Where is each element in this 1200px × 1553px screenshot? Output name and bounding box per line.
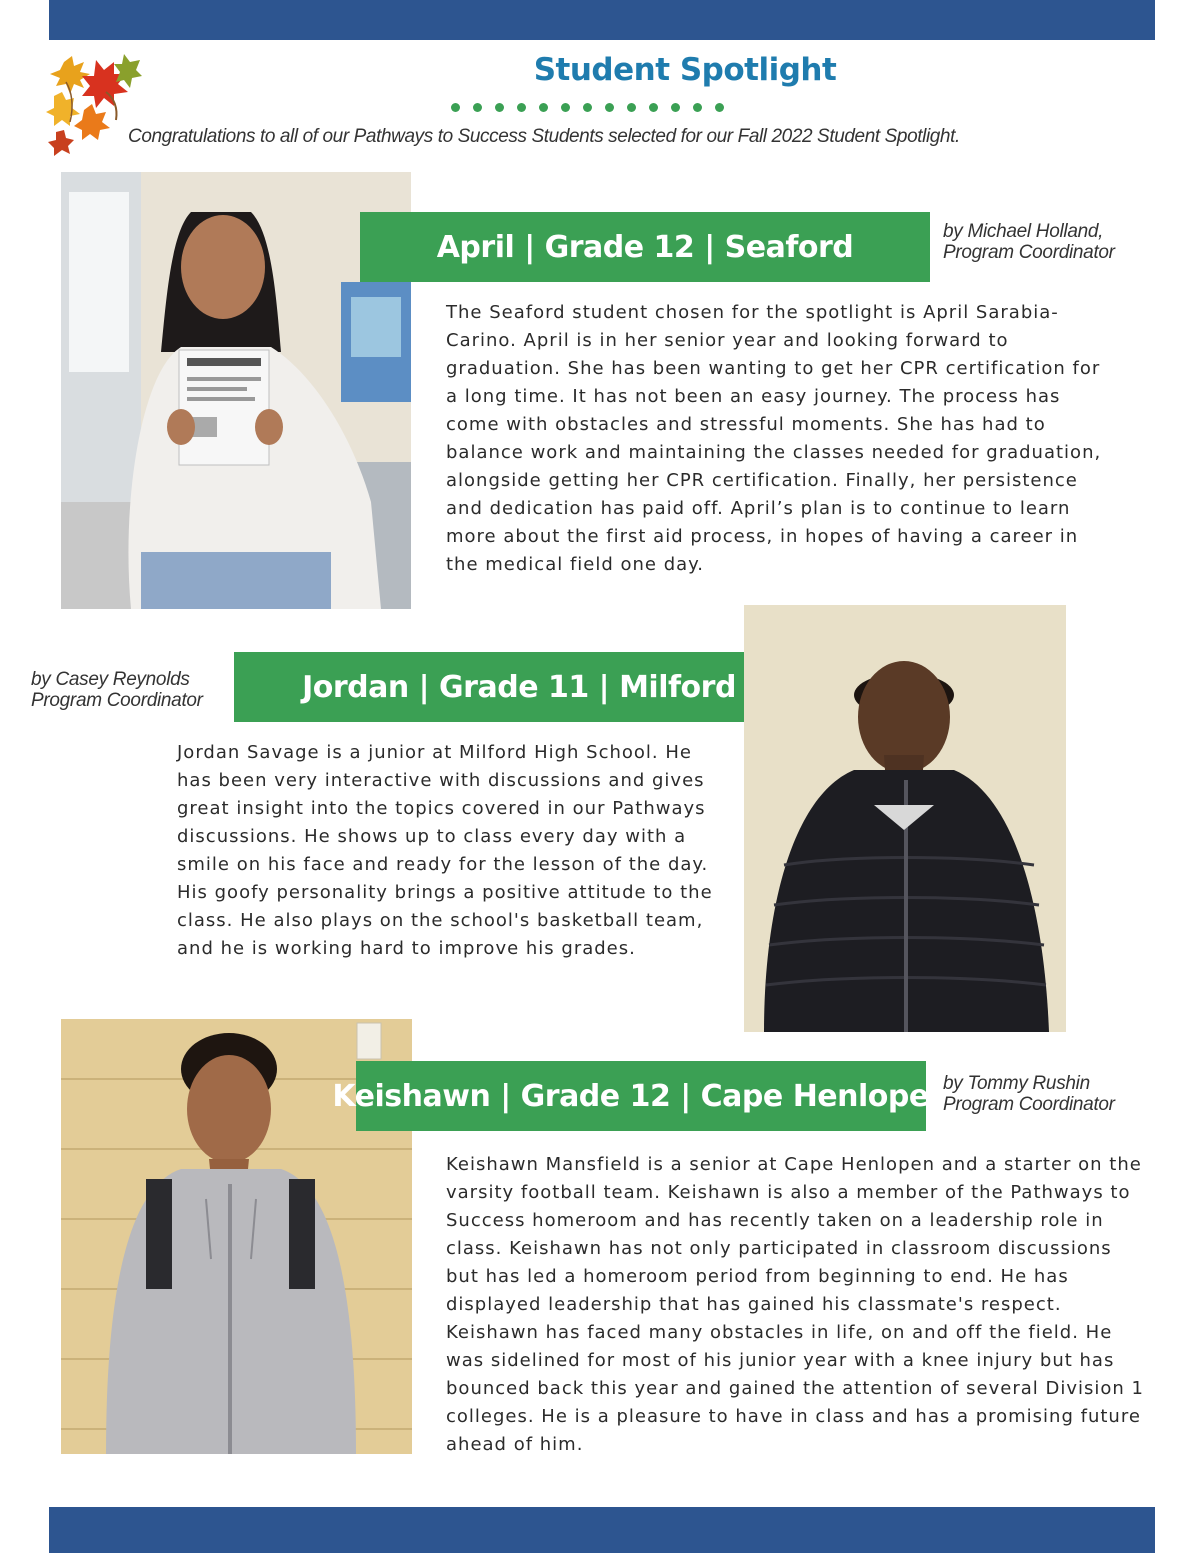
top-band: [49, 0, 1155, 40]
bottom-band: [49, 1507, 1155, 1553]
page-title: Student Spotlight: [533, 52, 837, 88]
divider-dot: [561, 103, 570, 112]
divider-dot: [517, 103, 526, 112]
april-photo: [61, 172, 411, 609]
april-banner: April | Grade 12 | Seaford: [360, 212, 930, 282]
keishawn-story: [446, 1151, 1146, 1459]
divider-dot: [539, 103, 548, 112]
keishawn-banner: Keishawn | Grade 12 | Cape Henlopen: [356, 1061, 926, 1131]
divider-dot: [495, 103, 504, 112]
byline-role: Program Coordinator: [943, 1094, 1115, 1115]
divider-dot: [583, 103, 592, 112]
divider-dot: [693, 103, 702, 112]
jordan-story: [177, 739, 722, 963]
intro-text: Congratulations to all of our Pathways to Success Students selected for our Fall 2022 Student Spotlight.: [128, 126, 960, 147]
divider-dot: [451, 103, 460, 112]
jordan-byline: [31, 669, 203, 711]
story-paragraph: Keishawn Mansfield is a senior at Cape Henlopen and a starter on the varsity football team. Keishawn is also a member of the Pathways to Success homeroom and has recently taken on a leadership role in class. Keishawn has not only participated in classroom discussions but has led a homeroom period from beginning to end. He has displayed leadership that has gained his classmate's respect.: [446, 1154, 1142, 1315]
byline-name: by Tommy Rushin: [943, 1073, 1090, 1094]
divider-dot: [605, 103, 614, 112]
divider-dot: [671, 103, 680, 112]
story-paragraph: Keishawn has faced many obstacles in life, on and off the field. He was sidelined for most of his junior year with a knee injury but has bounced back this year and gained the attention of several Division 1 colleges. He is a pleasure to have in class and has a promising future ahead of him.: [446, 1322, 1144, 1455]
divider-dot: [649, 103, 658, 112]
divider-dot: [627, 103, 636, 112]
divider-dot: [473, 103, 482, 112]
divider-dot: [715, 103, 724, 112]
april-byline: [943, 221, 1115, 263]
april-story: [446, 299, 1106, 579]
keishawn-byline: [943, 1073, 1115, 1115]
jordan-banner: Jordan | Grade 11 | Milford: [234, 652, 804, 722]
byline-role: Program Coordinator: [31, 690, 203, 711]
byline-name: by Casey Reynolds: [31, 669, 190, 690]
byline-role: Program Coordinator: [943, 242, 1115, 263]
title-dot-divider: [451, 97, 737, 107]
jordan-photo: [744, 605, 1066, 1032]
story-paragraph: Jordan Savage is a junior at Milford High School. He has been very interactive with discussions and gives great insight into the topics covered in our Pathways discussions. He shows up to class every day with a smile on his face and ready for the lesson of the day. His goofy personality brings a positive attitude to the class. He also plays on the school's basketball team, and he is working hard to improve his grades.: [177, 742, 713, 959]
story-paragraph: The Seaford student chosen for the spotlight is April Sarabia-Carino. April is in her senior year and looking forward to graduation. She has been wanting to get her CPR certification for a long time. It has not been an easy journey. The process has come with obstacles and stressful moments. She has had to balance work and maintaining the classes needed for graduation, alongside getting her CPR certification. Finally, her persistence and dedication has paid off. April’s plan is to continue to learn more about the first aid process, in hopes of having a career in the medical field one day.: [446, 302, 1102, 575]
byline-name: by Michael Holland,: [943, 221, 1104, 242]
